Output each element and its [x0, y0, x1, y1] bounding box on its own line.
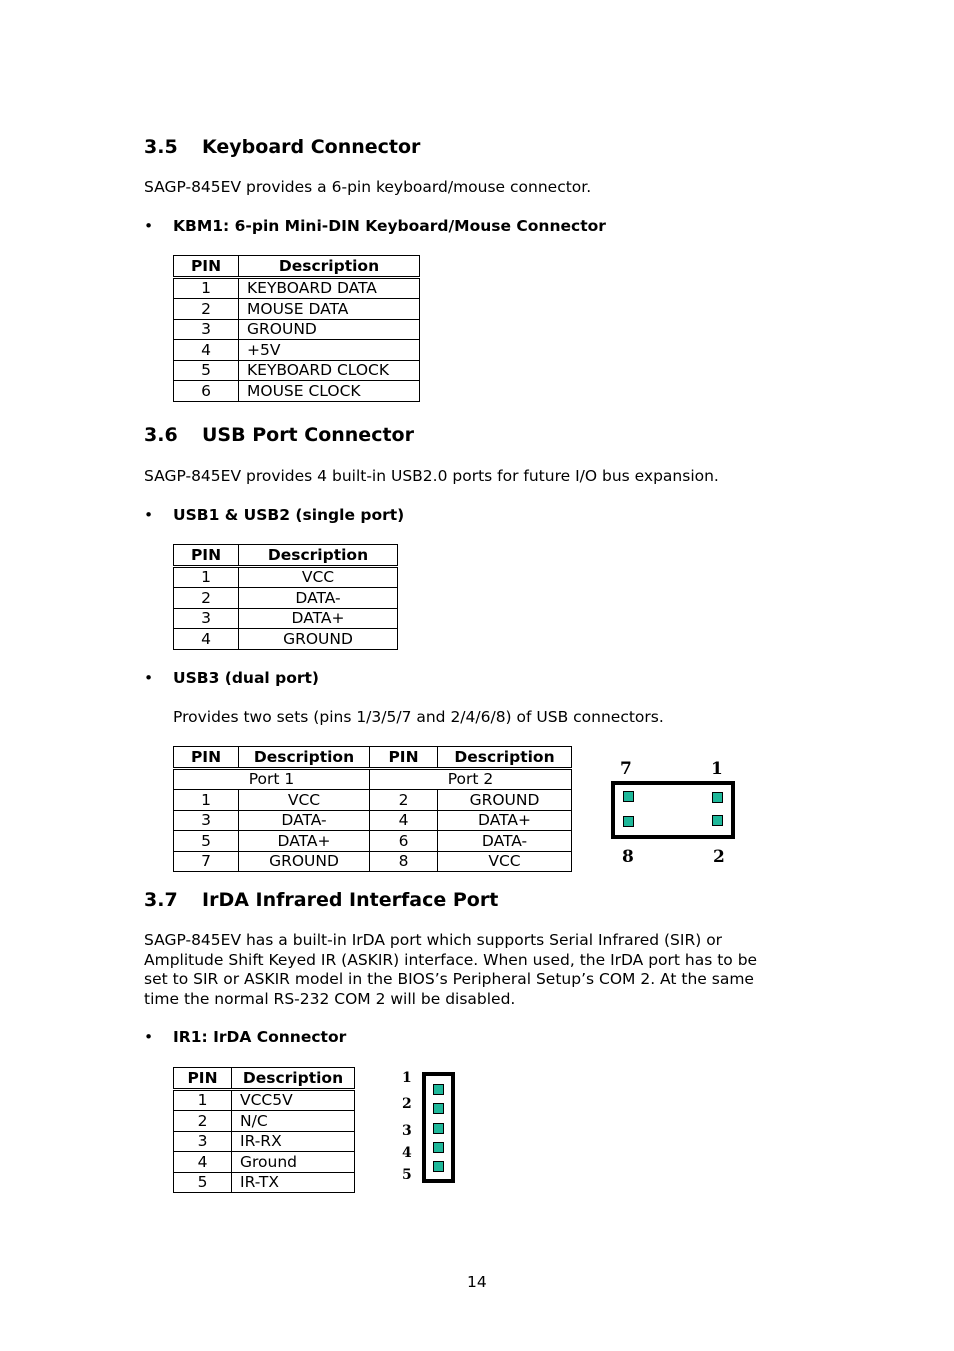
bullet-dot: • — [144, 506, 154, 524]
irda-label-3: 3 — [402, 1123, 412, 1139]
pin-cell: 1 — [174, 790, 239, 811]
paragraph-line: Amplitude Shift Keyed IR (ASKIR) interface. When used, the IrDA port has to be — [144, 950, 758, 969]
table-row — [174, 1111, 355, 1132]
usb-dual-pin-table — [173, 746, 572, 872]
usb-single-pin-table — [173, 544, 398, 650]
description-cell: DATA- — [438, 831, 572, 852]
table-row — [174, 608, 398, 629]
usb-intro: SAGP-845EV provides 4 built-in USB2.0 ports for future I/O bus expansion. — [144, 467, 719, 485]
heading-3-5 — [144, 136, 420, 158]
irda-pin-2 — [433, 1103, 444, 1114]
description-cell: +5V — [239, 340, 420, 361]
description-cell: KEYBOARD DATA — [239, 277, 420, 299]
bullet-text: KBM1: 6-pin Mini-DIN Keyboard/Mouse Connector — [173, 217, 606, 235]
bullet-ir1 — [144, 1028, 347, 1046]
table-row — [174, 566, 398, 588]
usb3-label-8: 8 — [622, 847, 634, 867]
description-cell: DATA- — [239, 810, 370, 831]
port-2-label: Port 2 — [370, 768, 572, 790]
description-cell: GROUND — [239, 629, 398, 650]
bullet-text: USB3 (dual port) — [173, 669, 320, 687]
bullet-text: USB1 & USB2 (single port) — [173, 506, 405, 524]
keyboard-pin-table — [173, 255, 420, 402]
table-row — [174, 299, 420, 320]
table-row — [174, 790, 572, 811]
pin-cell: 2 — [174, 588, 239, 609]
description-cell: IR-RX — [232, 1131, 355, 1152]
pin-cell: 4 — [370, 810, 438, 831]
description-cell: DATA- — [239, 588, 398, 609]
header-description: Description — [239, 545, 398, 567]
pin-cell: 3 — [174, 810, 239, 831]
description-cell: VCC5V — [232, 1089, 355, 1111]
bullet-dot: • — [144, 669, 154, 687]
header-pin: PIN — [370, 747, 438, 769]
table-row — [174, 810, 572, 831]
irda-pin-4 — [433, 1142, 444, 1153]
pin-cell: 2 — [174, 299, 239, 320]
table-row — [174, 381, 420, 402]
section-title: Keyboard Connector — [202, 136, 421, 158]
header-pin: PIN — [174, 545, 239, 567]
table-header-row — [174, 256, 420, 278]
pin-cell: 6 — [370, 831, 438, 852]
table-row — [174, 1089, 355, 1111]
description-cell: VCC — [239, 790, 370, 811]
description-cell: GROUND — [239, 319, 420, 340]
table-row — [174, 1172, 355, 1193]
table-row — [174, 277, 420, 299]
section-number: 3.7 — [144, 889, 178, 911]
irda-pin-1 — [433, 1084, 444, 1095]
bullet-kbm1 — [144, 217, 606, 235]
irda-connector-diagram — [422, 1072, 455, 1183]
description-cell: VCC — [438, 851, 572, 872]
pin-cell: 1 — [174, 277, 239, 299]
bullet-usb3 — [144, 669, 320, 687]
header-pin: PIN — [174, 256, 239, 278]
irda-label-5: 5 — [402, 1167, 412, 1183]
usb3-description: Provides two sets (pins 1/3/5/7 and 2/4/6/8) of USB connectors. — [173, 708, 664, 726]
pin-cell: 1 — [174, 566, 239, 588]
description-cell: DATA+ — [239, 831, 370, 852]
description-cell: GROUND — [239, 851, 370, 872]
heading-3-7 — [144, 889, 498, 911]
table-header-row — [174, 1068, 355, 1090]
port-row — [174, 768, 572, 790]
usb3-label-2: 2 — [713, 847, 725, 867]
table-row — [174, 340, 420, 361]
section-title: IrDA Infrared Interface Port — [202, 889, 499, 911]
heading-3-6 — [144, 424, 414, 446]
pin-cell: 8 — [370, 851, 438, 872]
header-pin: PIN — [174, 747, 239, 769]
table-row — [174, 629, 398, 650]
usb3-pin-2 — [712, 815, 723, 826]
usb3-pin-8 — [623, 816, 634, 827]
description-cell: GROUND — [438, 790, 572, 811]
description-cell: MOUSE DATA — [239, 299, 420, 320]
paragraph-line: set to SIR or ASKIR model in the BIOS’s Peripheral Setup’s COM 2. At the same — [144, 970, 754, 988]
description-cell: MOUSE CLOCK — [239, 381, 420, 402]
description-cell: DATA+ — [239, 608, 398, 629]
table-row — [174, 1152, 355, 1173]
pin-cell: 5 — [174, 1172, 232, 1193]
header-description: Description — [438, 747, 572, 769]
usb3-label-7: 7 — [620, 759, 632, 779]
irda-paragraph — [144, 931, 814, 1009]
section-title: USB Port Connector — [202, 424, 414, 446]
pin-cell: 3 — [174, 608, 239, 629]
paragraph-line: time the normal RS-232 COM 2 will be disabled. — [144, 989, 516, 1008]
description-cell: VCC — [239, 566, 398, 588]
bullet-text: IR1: IrDA Connector — [173, 1028, 347, 1046]
paragraph-line: SAGP-845EV has a built-in IrDA port which supports Serial Infrared (SIR) or — [144, 931, 723, 949]
irda-pin-3 — [433, 1123, 444, 1134]
header-pin: PIN — [174, 1068, 232, 1090]
pin-cell: 7 — [174, 851, 239, 872]
irda-label-1: 1 — [402, 1070, 412, 1086]
description-cell: N/C — [232, 1111, 355, 1132]
table-header-row — [174, 545, 398, 567]
table-row — [174, 851, 572, 872]
pin-cell: 6 — [174, 381, 239, 402]
irda-pin-table — [173, 1067, 355, 1193]
header-description: Description — [232, 1068, 355, 1090]
pin-cell: 1 — [174, 1089, 232, 1111]
pin-cell: 4 — [174, 1152, 232, 1173]
table-row — [174, 360, 420, 381]
section-number: 3.5 — [144, 136, 178, 158]
irda-pin-5 — [433, 1161, 444, 1172]
table-header-row — [174, 747, 572, 769]
pin-cell: 3 — [174, 1131, 232, 1152]
description-cell: IR-TX — [232, 1172, 355, 1193]
pin-cell: 5 — [174, 831, 239, 852]
description-cell: DATA+ — [438, 810, 572, 831]
irda-label-4: 4 — [402, 1145, 412, 1161]
pin-cell: 2 — [370, 790, 438, 811]
table-row — [174, 1131, 355, 1152]
bullet-dot: • — [144, 1028, 154, 1046]
usb3-pin-1 — [712, 792, 723, 803]
bullet-dot: • — [144, 217, 154, 235]
keyboard-intro: SAGP-845EV provides a 6-pin keyboard/mouse connector. — [144, 178, 592, 196]
usb3-connector-diagram — [611, 781, 735, 839]
header-description: Description — [239, 256, 420, 278]
description-cell: KEYBOARD CLOCK — [239, 360, 420, 381]
pin-cell: 4 — [174, 340, 239, 361]
table-row — [174, 831, 572, 852]
description-cell: Ground — [232, 1152, 355, 1173]
usb3-pin-7 — [623, 791, 634, 802]
irda-label-2: 2 — [402, 1096, 412, 1112]
bullet-usb1-usb2 — [144, 506, 405, 524]
pin-cell: 3 — [174, 319, 239, 340]
pin-cell: 2 — [174, 1111, 232, 1132]
page-number: 14 — [467, 1273, 487, 1291]
section-number: 3.6 — [144, 424, 178, 446]
pin-cell: 4 — [174, 629, 239, 650]
table-row — [174, 588, 398, 609]
header-description: Description — [239, 747, 370, 769]
pin-cell: 5 — [174, 360, 239, 381]
usb3-label-1: 1 — [711, 759, 723, 779]
table-row — [174, 319, 420, 340]
port-1-label: Port 1 — [174, 768, 370, 790]
